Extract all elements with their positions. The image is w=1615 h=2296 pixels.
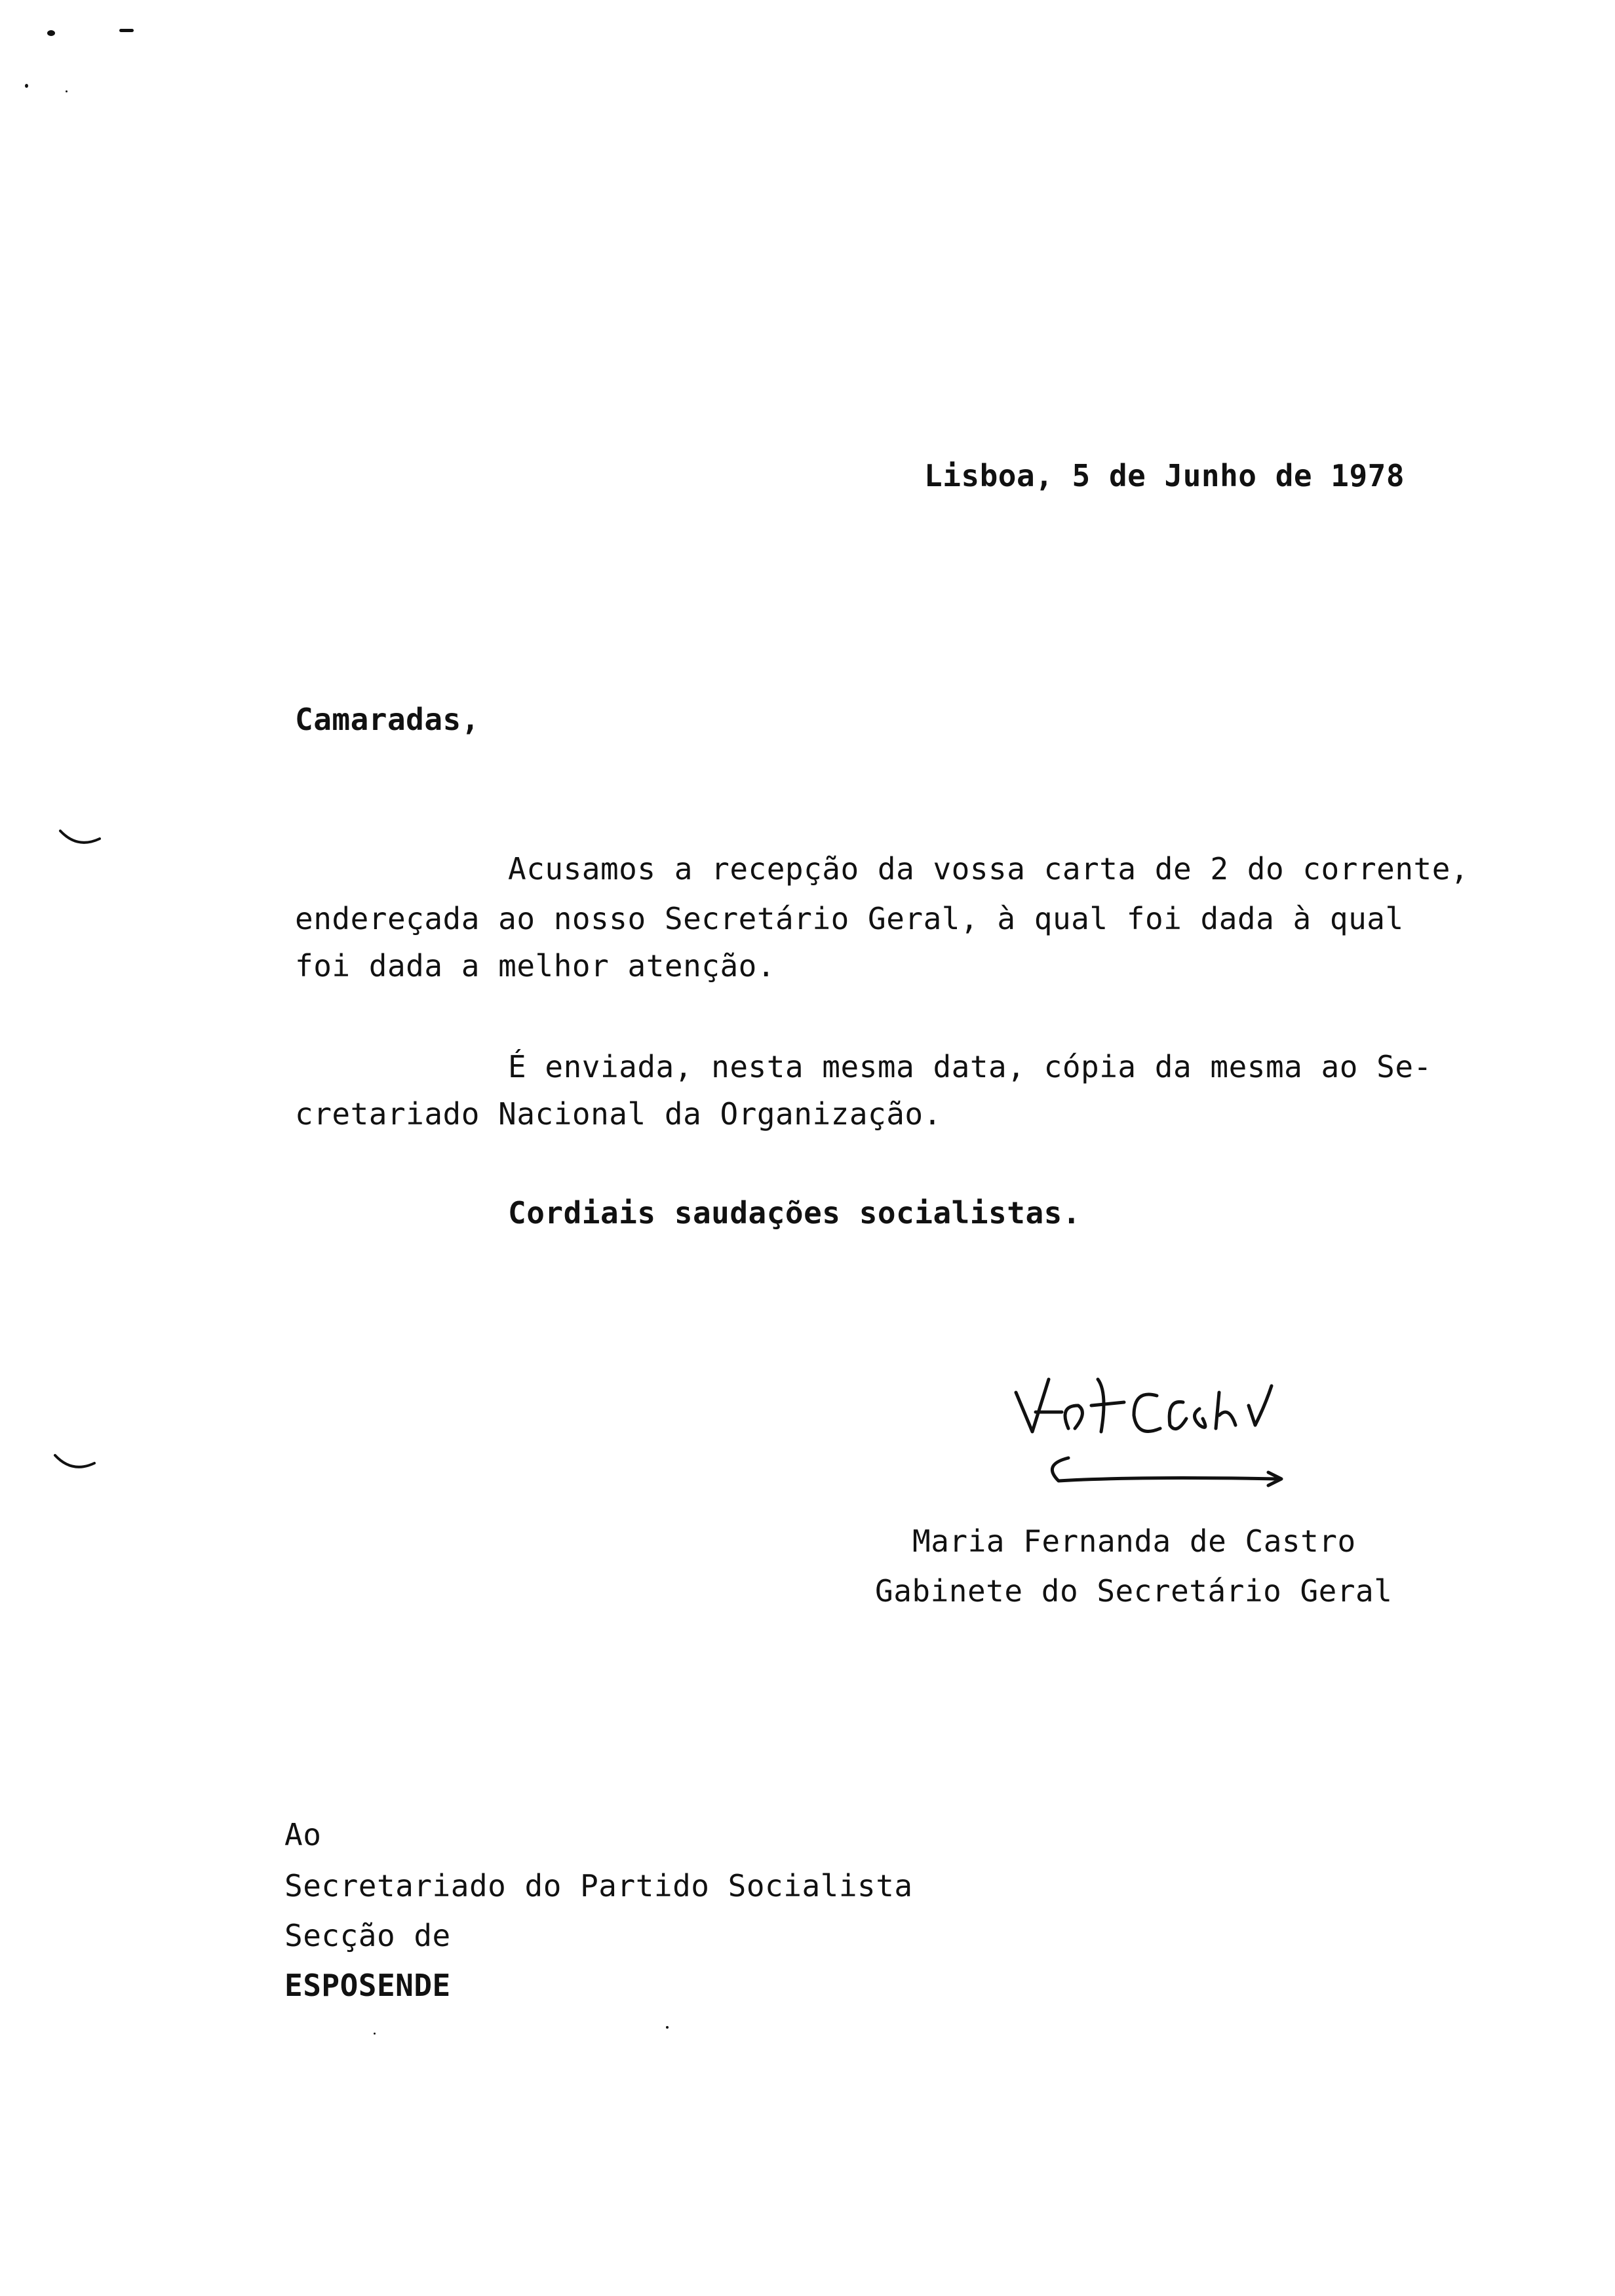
margin-punch-mark xyxy=(58,827,104,853)
scan-speck xyxy=(25,84,28,88)
scan-speck xyxy=(47,30,55,36)
margin-punch-mark xyxy=(52,1451,98,1478)
scan-speck xyxy=(119,29,134,32)
handwritten-signature xyxy=(1003,1366,1304,1497)
closing-line: Cordiais saudações socialistas. xyxy=(508,1195,1081,1231)
scan-speck xyxy=(666,2026,669,2029)
addressee-line-2: Secção de xyxy=(284,1918,451,1953)
signatory-name: Maria Fernanda de Castro xyxy=(912,1523,1356,1559)
scan-speck xyxy=(374,2033,376,2035)
signatory-title: Gabinete do Secretário Geral xyxy=(875,1573,1393,1609)
addressee-line-3: ESPOSENDE xyxy=(284,1968,451,2003)
addressee-prefix: Ao xyxy=(284,1817,322,1852)
body-paragraph-2-line-2: cretariado Nacional da Organização. xyxy=(295,1096,942,1132)
addressee-line-1: Secretariado do Partido Socialista xyxy=(284,1868,913,1904)
body-paragraph-2-line-1: É enviada, nesta mesma data, cópia da mesma ao Se- xyxy=(508,1049,1432,1084)
body-paragraph-1-line-3: foi dada a melhor atenção. xyxy=(295,948,776,984)
scan-speck xyxy=(66,90,68,92)
body-paragraph-1-line-2: endereçada ao nosso Secretário Geral, à qual foi dada à qual xyxy=(295,901,1404,936)
salutation: Camaradas, xyxy=(295,702,480,737)
date-line: Lisboa, 5 de Junho de 1978 xyxy=(924,458,1405,493)
body-paragraph-1-line-1: Acusamos a recepção da vossa carta de 2 do corrente, xyxy=(508,851,1469,887)
